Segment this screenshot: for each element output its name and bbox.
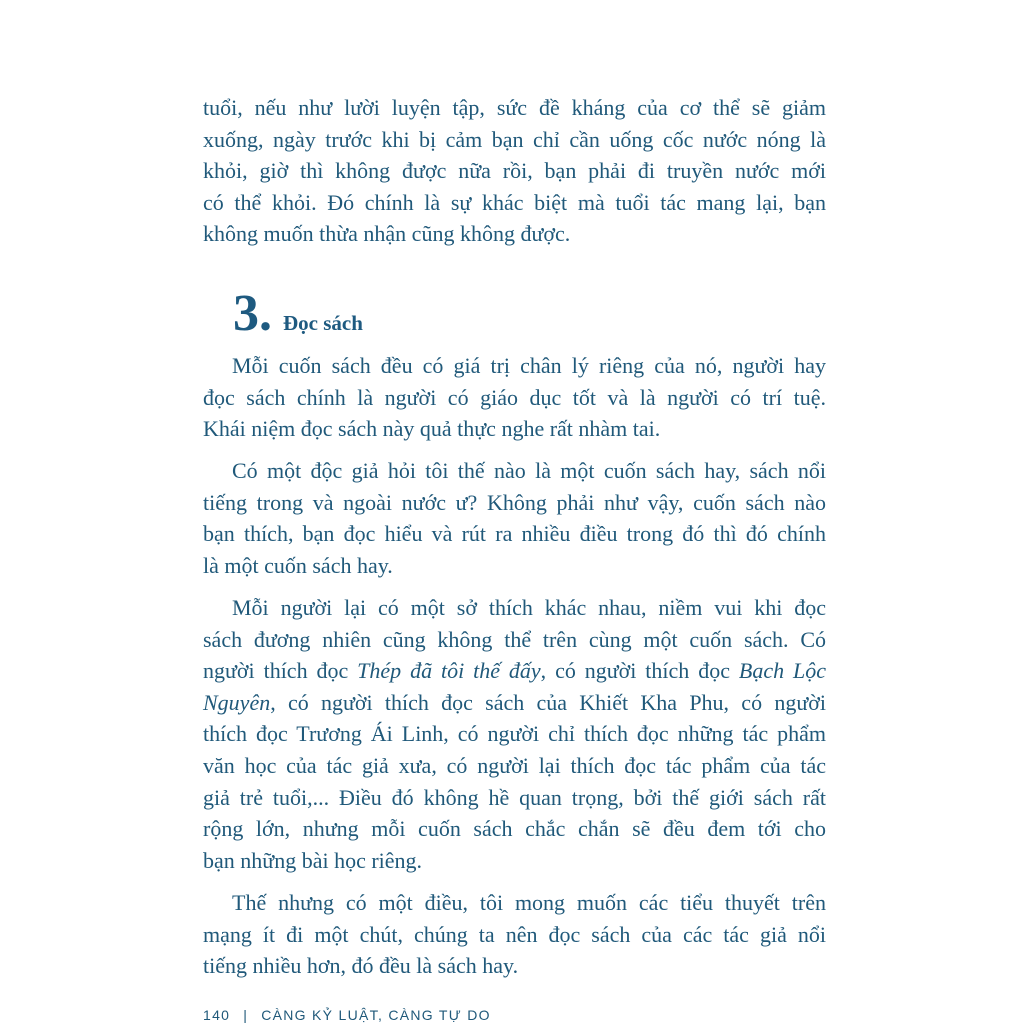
text-line: thích đọc Trương Ái Linh, có người chỉ thích đọc những tác phẩm: [203, 721, 826, 747]
text-line: là một cuốn sách hay.: [203, 552, 393, 578]
paragraph: [203, 92, 826, 250]
page-number: 140: [203, 1007, 231, 1023]
text-line: tiếng nhiều hơn, đó đều là sách hay.: [203, 953, 519, 979]
text-line: giả trẻ tuổi,... Điều đó không hề quan trọng, bởi thế giới sách rất: [203, 784, 826, 810]
text-line: mạng ít đi một chút, chúng ta nên đọc sách của các tác giả nổi: [203, 921, 826, 947]
book-title-italic: Thép đã tôi thế đấy: [357, 658, 541, 684]
text-line: [203, 655, 826, 687]
running-title: CÀNG KỶ LUẬT, CÀNG TỰ DO: [261, 1007, 491, 1023]
paragraph: [203, 887, 826, 982]
paragraph: [203, 350, 826, 445]
text-line: bạn thích, bạn đọc hiểu và rút ra nhiều điều trong đó thì đó chính: [203, 521, 826, 547]
text-line: văn học của tác giả xưa, có người lại thích đọc tác phẩm của tác: [203, 752, 826, 778]
text-line: có thể khỏi. Đó chính là sự khác biệt mà tuổi tác mang lại, bạn: [203, 189, 826, 215]
text-line: Mỗi cuốn sách đều có giá trị chân lý riêng của nó, người hay: [232, 353, 826, 378]
text-segment: người thích đọc: [203, 658, 358, 684]
page-footer: [203, 1007, 491, 1024]
text-segment: , có người thích đọc: [540, 658, 739, 684]
book-title-italic: Nguyên: [203, 689, 271, 715]
text-line: Khái niệm đọc sách này quả thực nghe rất nhàm tai.: [203, 416, 661, 442]
text-line: xuống, ngày trước khi bị cảm bạn chỉ cần uống cốc nước nóng là: [203, 126, 826, 152]
section-number: 3.: [233, 285, 272, 342]
footer-separator: |: [243, 1007, 249, 1023]
section-heading: [233, 285, 363, 349]
text-line: rộng lớn, nhưng mỗi cuốn sách chắc chắn sẽ đều đem tới cho: [203, 816, 826, 842]
text-line: không muốn thừa nhận cũng không được.: [203, 221, 571, 247]
text-line: Có một độc giả hỏi tôi thế nào là một cuốn sách hay, sách nổi: [232, 458, 826, 483]
text-line: đọc sách chính là người có giáo dục tốt và là người có trí tuệ.: [203, 384, 826, 410]
text-line: [203, 687, 826, 719]
text-line: khỏi, giờ thì không được nữa rồi, bạn phải đi truyền nước mới: [203, 158, 826, 184]
text-line: tuổi, nếu như lười luyện tập, sức đề kháng của cơ thể sẽ giảm: [203, 95, 826, 120]
text-segment: , có người thích đọc sách của Khiết Kha Phu, có người: [270, 689, 826, 715]
text-line: bạn những bài học riêng.: [203, 847, 423, 873]
section-title: Đọc sách: [283, 311, 363, 335]
paragraph: [203, 455, 826, 581]
text-line: Mỗi người lại có một sở thích khác nhau, niềm vui khi đọc: [232, 595, 826, 620]
text-line: tiếng trong và ngoài nước ư? Không phải như vậy, cuốn sách nào: [203, 489, 826, 515]
paragraph: [203, 592, 826, 876]
book-title-italic: Bạch Lộc: [738, 658, 826, 684]
text-line: sách đương nhiên cũng không thể trên cùng một cuốn sách. Có: [203, 626, 826, 652]
text-line: Thế nhưng có một điều, tôi mong muốn các tiểu thuyết trên: [232, 890, 826, 915]
